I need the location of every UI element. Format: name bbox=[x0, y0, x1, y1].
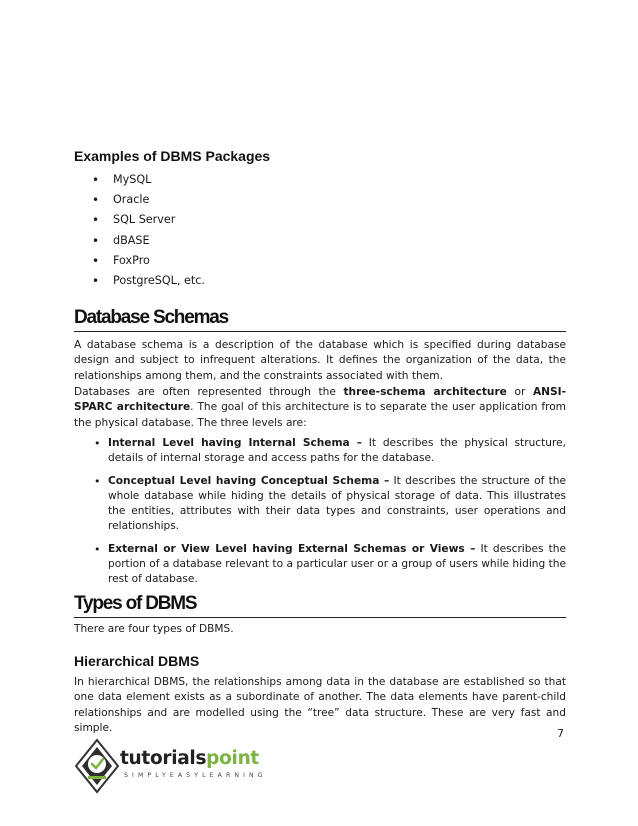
list-item: • Conceptual Level having Conceptual Schema – It describes the structure of the whole database while hiding the details of physical storage of data. This illustrates the entities, attributes with their data types and constraints, user operations and relationships. bbox=[74, 474, 566, 535]
list-item: • Internal Level having Internal Schema – It describes the physical structure, details of internal storage and access paths for the database. bbox=[74, 436, 566, 467]
logo-tagline: SIMPLYEASYLEARNING bbox=[124, 772, 267, 779]
list-item: • MySQL bbox=[74, 170, 205, 190]
list-item: • PostgreSQL, etc. bbox=[74, 271, 205, 291]
packages-list bbox=[74, 170, 205, 291]
types-heading: Types of DBMS bbox=[74, 593, 566, 618]
logo-wordmark: tutorialspoint bbox=[120, 748, 259, 769]
list-item: • Oracle bbox=[74, 190, 205, 210]
hierarchical-heading: Hierarchical DBMS bbox=[74, 653, 200, 669]
schema-levels-list bbox=[74, 436, 566, 595]
list-item: • External or View Level having External Schemas or Views – It describes the portion of a database relevant to a particular user or a group of users while hiding the rest of database. bbox=[74, 542, 566, 588]
ansi-sparc-term: ANSI-SPARC architecture bbox=[74, 386, 566, 414]
three-schema-term: three-schema architecture bbox=[343, 386, 507, 398]
page-number: 7 bbox=[557, 727, 564, 740]
list-item: • FoxPro bbox=[74, 251, 205, 271]
schemas-paragraph-2: Databases are often represented through the three-schema architecture or ANSI-SPARC architecture. The goal of this architecture is to separate the user application from the physical database. The three levels are: bbox=[74, 386, 566, 429]
types-intro: There are four types of DBMS. bbox=[74, 623, 234, 635]
hierarchical-paragraph: In hierarchical DBMS, the relationships among data in the database are established so that one data element exists as a subordinate of another. The data elements have parent-child relationships and are modelled using the “tree” data structure. These are very fast and simple. bbox=[74, 676, 566, 734]
tutorialspoint-logo bbox=[74, 738, 267, 794]
schemas-heading: Database Schemas bbox=[74, 307, 566, 332]
list-item: • SQL Server bbox=[74, 210, 205, 230]
list-item: • dBASE bbox=[74, 231, 205, 251]
packages-heading: Examples of DBMS Packages bbox=[74, 148, 271, 164]
schemas-paragraph-1: A database schema is a description of the database which is specified during database design and subject to infrequent alterations. It defines the organization of the data, the relationships among them, and the constraints associated with them. bbox=[74, 339, 566, 382]
logo-emblem-icon bbox=[74, 738, 120, 794]
